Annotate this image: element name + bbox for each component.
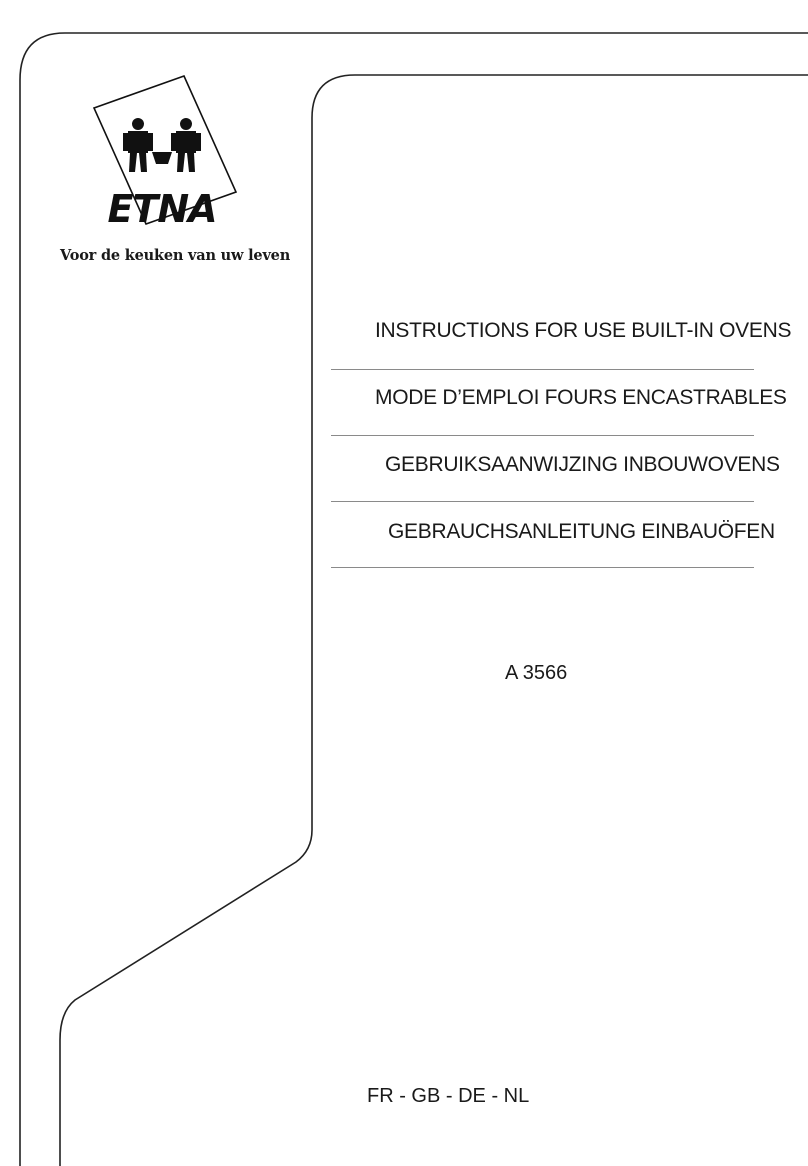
logo-right-figure xyxy=(171,118,201,172)
title-german: GEBRAUCHSANLEITUNG EINBAUÖFEN xyxy=(388,520,775,543)
logo-pot-shape xyxy=(152,152,172,164)
title-dutch: GEBRUIKSAANWIJZING INBOUWOVENS xyxy=(385,453,780,476)
title-english: INSTRUCTIONS FOR USE BUILT-IN OVENS xyxy=(375,319,792,342)
divider-line xyxy=(331,369,754,370)
divider-line xyxy=(331,501,754,502)
model-number: A 3566 xyxy=(505,662,568,684)
divider-line xyxy=(331,435,754,436)
logo-left-figure xyxy=(123,118,153,172)
etna-logo xyxy=(90,72,240,232)
inner-panel-line xyxy=(60,75,808,1166)
language-list: FR - GB - DE - NL xyxy=(367,1085,530,1107)
logo-wordmark: ETNA xyxy=(107,187,217,231)
title-french: MODE D’EMPLOI FOURS ENCASTRABLES xyxy=(375,386,787,409)
brand-tagline: Voor de keuken van uw leven xyxy=(60,247,291,264)
divider-line xyxy=(331,567,754,568)
